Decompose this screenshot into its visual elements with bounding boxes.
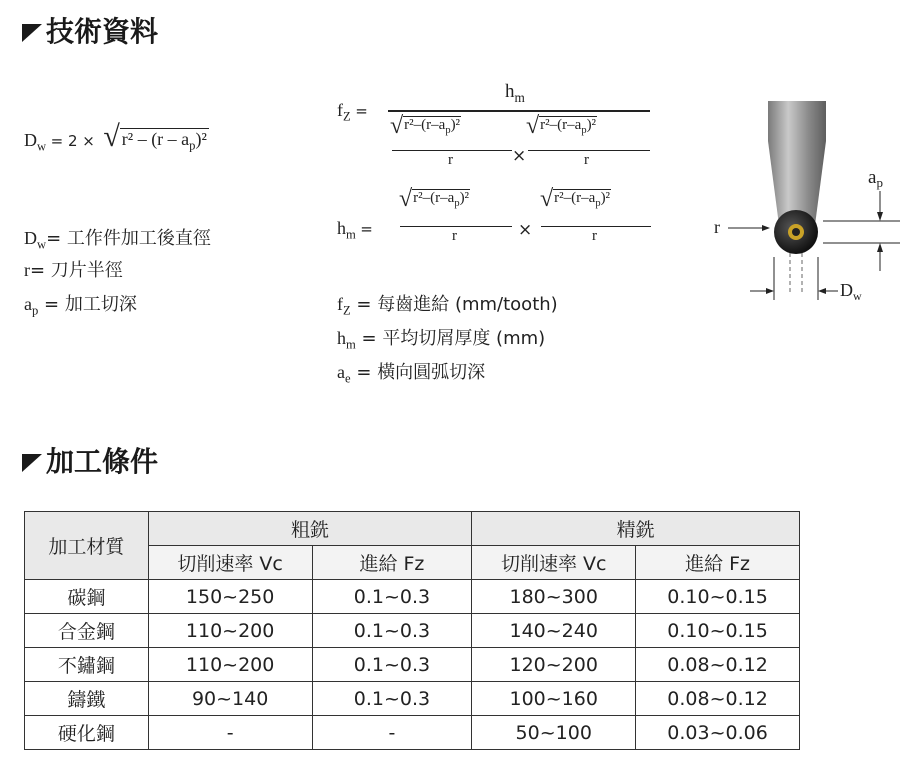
ap-label: $a_p$ bbox=[868, 167, 883, 190]
table-cell: 0.03~0.06 bbox=[636, 716, 800, 750]
table-cell: 0.1~0.3 bbox=[312, 580, 472, 614]
table-cell: 0.08~0.12 bbox=[636, 648, 800, 682]
table-cell: 0.10~0.15 bbox=[636, 580, 800, 614]
table-row bbox=[25, 614, 800, 648]
table-row bbox=[25, 648, 800, 682]
table-row bbox=[25, 716, 800, 750]
table-cell: 0.10~0.15 bbox=[636, 614, 800, 648]
fz-den-r-1: r bbox=[448, 152, 453, 168]
table-cell: 110~200 bbox=[148, 614, 312, 648]
dw-label: $D_w$ bbox=[840, 280, 862, 303]
table-cell: 140~240 bbox=[472, 614, 636, 648]
table-cell: 0.08~0.12 bbox=[636, 682, 800, 716]
section-triangle-icon bbox=[22, 452, 42, 472]
tool-shank bbox=[768, 101, 826, 225]
table-cell: 50~100 bbox=[472, 716, 636, 750]
section-triangle-icon bbox=[22, 22, 42, 42]
fz-den-bar-2 bbox=[528, 150, 650, 151]
hm-den-r-1: r bbox=[452, 228, 457, 244]
table-cell: 120~200 bbox=[472, 648, 636, 682]
machining-conditions-table bbox=[24, 511, 800, 750]
header-rough-feed: 進給 Fz bbox=[312, 546, 472, 580]
fz-main-bar bbox=[388, 110, 650, 112]
table-cell: 0.1~0.3 bbox=[312, 682, 472, 716]
table-cell: - bbox=[312, 716, 472, 750]
header-rough: 粗銑 bbox=[148, 512, 472, 546]
header-rough-speed: 切削速率 Vc bbox=[148, 546, 312, 580]
table-cell: 0.1~0.3 bbox=[312, 614, 472, 648]
def-fz: $f_Z$ = 每齒進給 (mm/tooth) bbox=[337, 294, 558, 318]
header-finish-feed: 進給 Fz bbox=[636, 546, 800, 580]
table-cell: 100~160 bbox=[472, 682, 636, 716]
fz-den-r-2: r bbox=[584, 152, 589, 168]
table-row bbox=[25, 682, 800, 716]
fz-den-root-2: $√r^2-(r-a_p)^2$ bbox=[526, 113, 597, 139]
hm-bar-2 bbox=[541, 226, 651, 227]
table-cell: - bbox=[148, 716, 312, 750]
fz-numerator: $h_m$ bbox=[505, 81, 525, 105]
cond-section-title: 加工條件 bbox=[22, 440, 158, 480]
def-hm: $h_m$ = 平均切屑厚度 (mm) bbox=[337, 328, 546, 352]
table-cell: 碳鋼 bbox=[25, 580, 149, 614]
fz-times: × bbox=[512, 146, 527, 166]
table-cell: 硬化鋼 bbox=[25, 716, 149, 750]
header-finish: 精銑 bbox=[472, 512, 800, 546]
hm-label: $h_m$ = bbox=[337, 218, 373, 242]
hm-den-r-2: r bbox=[592, 228, 597, 244]
table-cell: 合金鋼 bbox=[25, 614, 149, 648]
def-r: r= 刀片半徑 bbox=[24, 260, 123, 281]
table-cell: 90~140 bbox=[148, 682, 312, 716]
hm-root-1: $√r^2-(r-a_p)^2$ bbox=[399, 186, 470, 212]
header-material: 加工材質 bbox=[25, 512, 149, 580]
table-cell: 鑄鐵 bbox=[25, 682, 149, 716]
def-ae: $a_e$ = 橫向圓弧切深 bbox=[337, 362, 486, 386]
table-cell: 不鏽鋼 bbox=[25, 648, 149, 682]
tech-section-title: 技術資料 bbox=[22, 10, 158, 50]
table-cell: 150~250 bbox=[148, 580, 312, 614]
fz-den-root-1: $√r^2-(r-a_p)^2$ bbox=[390, 113, 461, 139]
table-cell: 110~200 bbox=[148, 648, 312, 682]
hm-bar-1 bbox=[400, 226, 512, 227]
dw-formula: $D_w = 2$ × √ $r^2 - (r - a_p)^2$ bbox=[24, 120, 207, 154]
r-label: r bbox=[714, 217, 720, 237]
table-row bbox=[25, 580, 800, 614]
table-cell: 180~300 bbox=[472, 580, 636, 614]
hm-times: × bbox=[518, 220, 533, 240]
ball-end-mill-diagram bbox=[700, 95, 910, 310]
hm-root-2: $√r^2-(r-a_p)^2$ bbox=[540, 186, 611, 212]
def-ap: $a_p$ = 加工切深 bbox=[24, 294, 137, 318]
def-dw: $D_w=$ 工作件加工後直徑 bbox=[24, 228, 211, 252]
fz-label: $f_Z$ = bbox=[337, 100, 368, 124]
fz-den-bar-1 bbox=[392, 150, 512, 151]
table-cell: 0.1~0.3 bbox=[312, 648, 472, 682]
header-finish-speed: 切削速率 Vc bbox=[472, 546, 636, 580]
